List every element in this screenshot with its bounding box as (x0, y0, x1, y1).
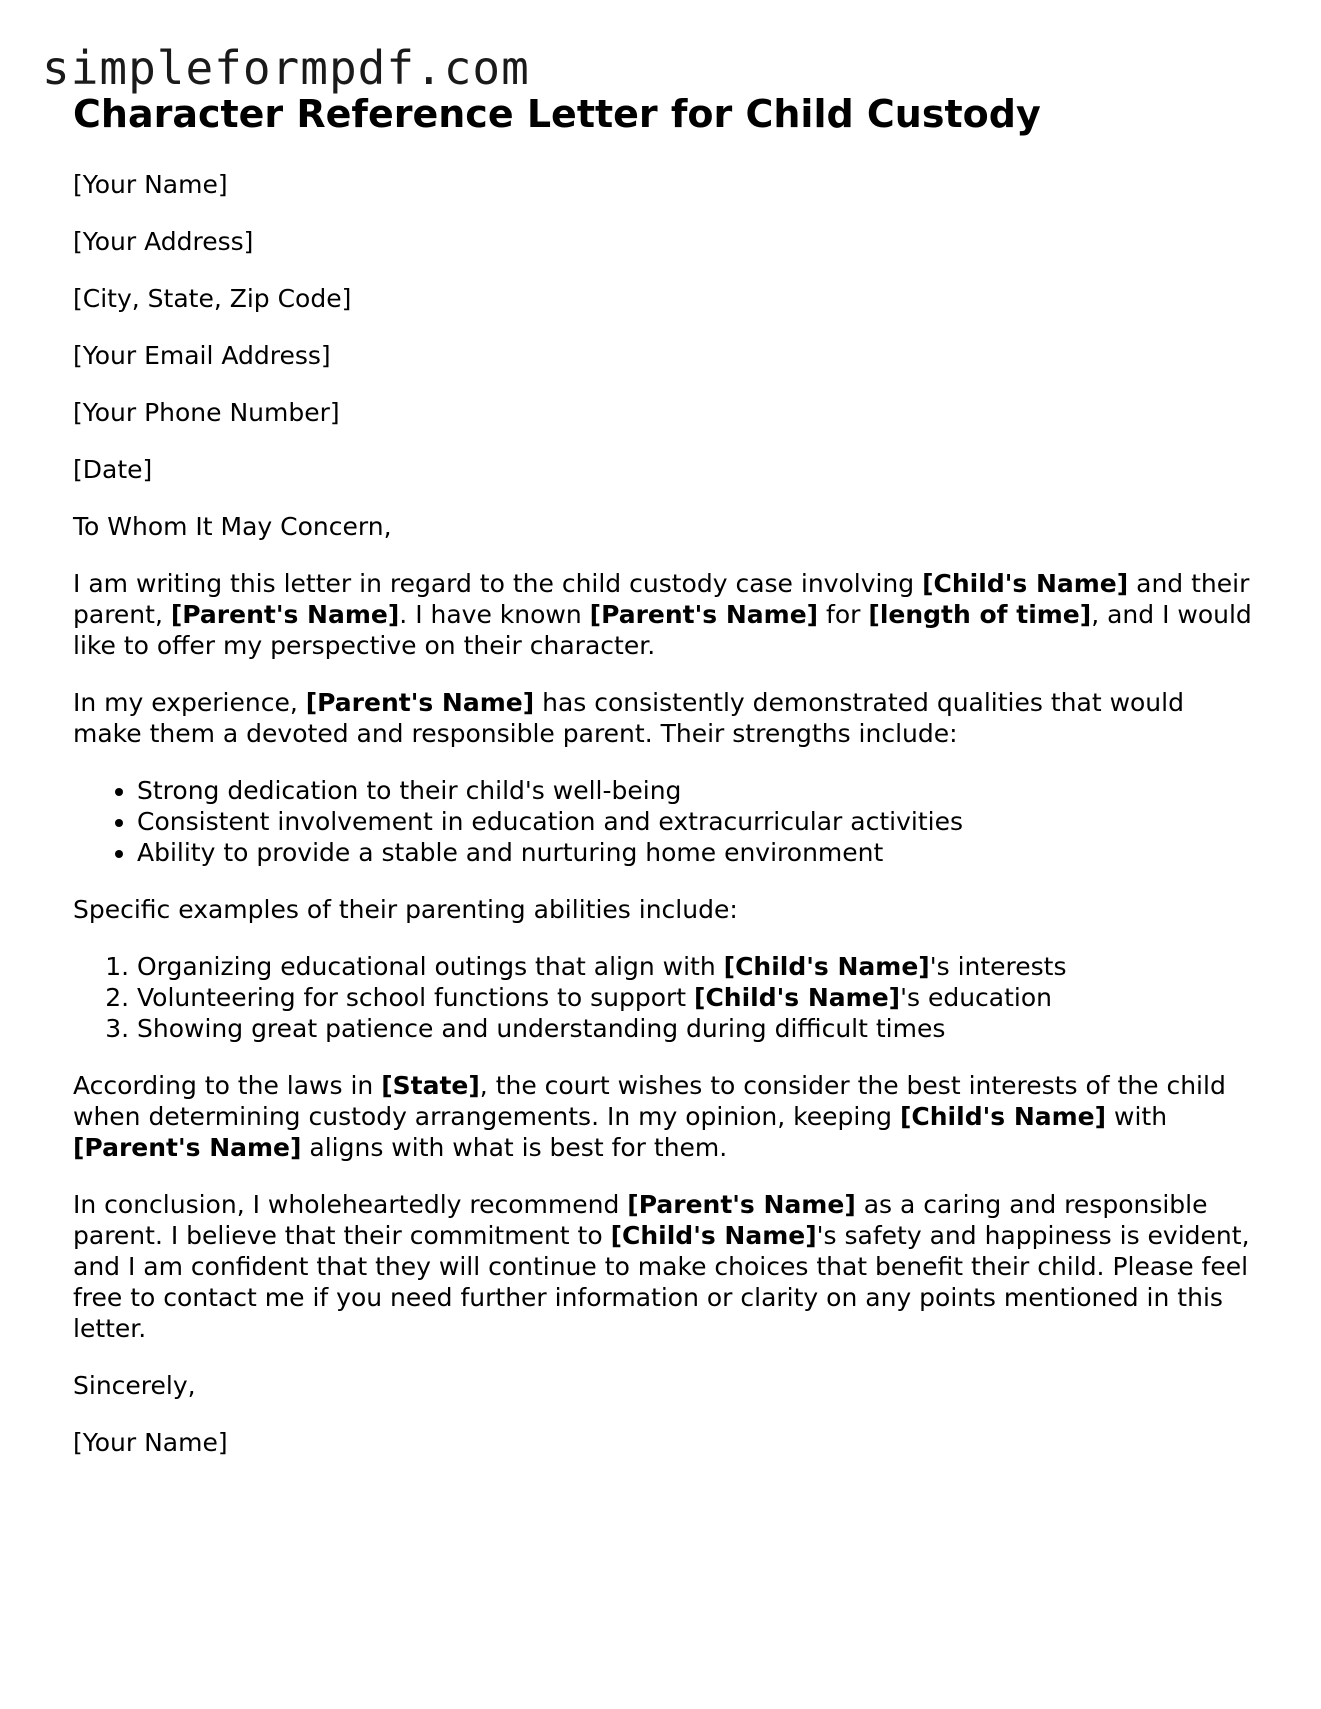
text: In my experience, (73, 688, 306, 717)
sender-name: [Your Name] (73, 170, 228, 199)
length-of-time-placeholder: [length of time] (868, 600, 1092, 629)
list-item: • Strong dedication to their child's well-being (137, 775, 1253, 806)
paragraph-experience (73, 687, 1253, 749)
paragraph-intro (73, 568, 1253, 661)
text: , and I would like to offer my perspective on their character. (73, 600, 1252, 660)
sender-phone: [Your Phone Number] (73, 398, 340, 427)
text: In conclusion, I wholeheartedly recommend (73, 1190, 628, 1219)
paragraph-laws (73, 1070, 1253, 1163)
sender-header (73, 169, 1253, 485)
parent-name-placeholder: [Parent's Name] (170, 600, 400, 629)
child-name-placeholder: [Child's Name] (723, 952, 930, 981)
list-item (137, 982, 1253, 1013)
sender-city-state-zip: [City, State, Zip Code] (73, 284, 352, 313)
text: Organizing educational outings that align with (137, 952, 724, 981)
text: 's safety and happiness is evident, and I am confident that they will continue to make choices that benefit their child. Please feel free to contact me if you need further information or clarity on any points mentioned in this letter. (73, 1221, 1250, 1343)
strengths-list (73, 775, 1253, 868)
state-placeholder: [State] (381, 1071, 480, 1100)
list-item: • Consistent involvement in education and extracurricular activities (137, 806, 1253, 837)
child-name-placeholder: [Child's Name] (694, 983, 901, 1012)
text: has consistently demonstrated qualities that would make them a devoted and responsible parent. Their strengths include: (73, 688, 1184, 748)
text: aligns with what is best for them. (301, 1133, 728, 1162)
sender-email: [Your Email Address] (73, 341, 331, 370)
text: . I have known (399, 600, 590, 629)
parent-name-placeholder: [Parent's Name] (305, 688, 535, 717)
examples-intro: Specific examples of their parenting abilities include: (73, 895, 738, 924)
closing: Sincerely, (73, 1371, 196, 1400)
page-title: Character Reference Letter for Child Custody (73, 92, 1041, 136)
text: as a caring and responsible parent. I believe that their commitment to (73, 1190, 1208, 1250)
signature-name: [Your Name] (73, 1428, 228, 1457)
salutation: To Whom It May Concern, (73, 512, 392, 541)
text: Volunteering for school functions to support (137, 983, 695, 1012)
list-item (137, 951, 1253, 982)
text: with (1106, 1102, 1168, 1131)
parent-name-placeholder: [Parent's Name] (589, 600, 819, 629)
child-name-placeholder: [Child's Name] (922, 569, 1129, 598)
examples-list (73, 951, 1253, 1044)
list-item: 3. Showing great patience and understanding during difficult times (137, 1013, 1253, 1044)
text: , the court wishes to consider the best interests of the child when determining custody arrangements. In my opinion, keeping (73, 1071, 1226, 1131)
text: for (818, 600, 869, 629)
text: 's education (900, 983, 1053, 1012)
list-item: • Ability to provide a stable and nurturing home environment (137, 837, 1253, 868)
text: According to the laws in (73, 1071, 382, 1100)
letter-page (73, 88, 1253, 1484)
child-name-placeholder: [Child's Name] (610, 1221, 817, 1250)
letter-date: [Date] (73, 455, 153, 484)
parent-name-placeholder: [Parent's Name] (73, 1133, 302, 1162)
watermark: simpleformpdf.com (42, 41, 530, 95)
child-name-placeholder: [Child's Name] (899, 1102, 1107, 1131)
text: and their parent, (73, 569, 1250, 629)
text: I am writing this letter in regard to the child custody case involving (73, 569, 923, 598)
text: 's interests (929, 952, 1067, 981)
paragraph-conclusion (73, 1189, 1253, 1344)
sender-address: [Your Address] (73, 227, 254, 256)
parent-name-placeholder: [Parent's Name] (627, 1190, 856, 1219)
